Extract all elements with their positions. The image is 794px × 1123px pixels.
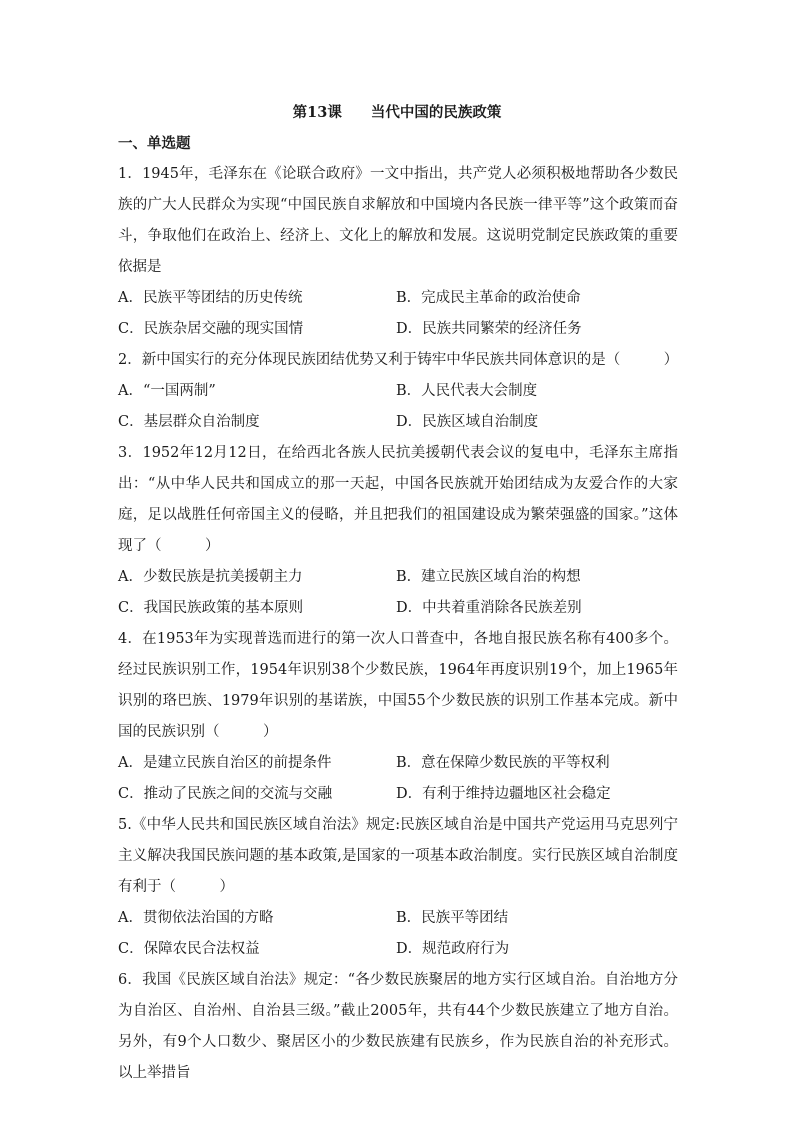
option-list [118, 562, 678, 624]
option-list [118, 748, 678, 810]
option-list [118, 376, 678, 438]
option-a: A．是建立民族自治区的前提条件 [118, 755, 332, 771]
question-stem: 1．1945年，毛泽东在《论联合政府》一文中指出，共产党人必须积极地帮助各少数民族的广大人民群众为实现“中国民族自求解放和中国境内各民族一律平等”这个政策而奋斗，争取他们在政治上、经济上、文化上的解放和发展。这说明党制定民族政策的重要依据是 [118, 166, 678, 275]
option-c: C．民族杂居交融的现实国情 [118, 321, 304, 337]
option-c: C．基层群众自治制度 [118, 414, 260, 430]
option-d: D．有利于维持边疆地区社会稳定 [396, 786, 611, 802]
option-a: A．“一国两制” [118, 383, 216, 399]
option-d: D．民族区域自治制度 [396, 414, 539, 430]
option-b: B．人民代表大会制度 [396, 383, 538, 399]
section-heading: 一、单选题 [118, 135, 191, 152]
question-4 [118, 624, 678, 810]
question-2 [118, 345, 678, 438]
question-6 [118, 965, 678, 1089]
option-a: A．贯彻依法治国的方略 [118, 910, 274, 926]
question-stem: 5.《中华人民共和国民族区域自治法》规定:民族区域自治是中国共产党运用马克思列宁主义解决我国民族问题的基本政策,是国家的一项基本政治制度。实行民族区域自治制度有利于（ ） [118, 817, 678, 895]
option-a: A．少数民族是抗美援朝主力 [118, 569, 303, 585]
option-c: C．推动了民族之间的交流与交融 [118, 786, 333, 802]
option-b: B．建立民族区域自治的构想 [396, 569, 581, 585]
question-3 [118, 438, 678, 624]
question-stem: 4．在1953年为实现普选而进行的第一次人口普查中，各地自报民族名称有400多个。经过民族识别工作，1954年识别38个少数民族，1964年再度识别19个，加上1965年识别的珞巴族、1979年识别的基诺族，中国55个少数民族的识别工作基本完成。新中国的民族识别（ ） [118, 631, 678, 740]
option-c: C．保障农民合法权益 [118, 941, 260, 957]
question-stem: 3．1952年12月12日，在给西北各族人民抗美援朝代表会议的复电中，毛泽东主席指出：“从中华人民共和国成立的那一天起，中国各民族就开始团结成为友爱合作的大家庭，足以战胜任何帝国主义的侵略，并且把我们的祖国建设成为繁荣强盛的国家。”这体现了（ ） [118, 445, 678, 554]
option-b: B．民族平等团结 [396, 910, 509, 926]
question-stem: 6．我国《民族区域自治法》规定：“各少数民族聚居的地方实行区域自治。自治地方分为自治区、自治州、自治县三级。”截止2005年，共有44个少数民族建立了地方自治。另外，有9个人口数少、聚居区小的少数民族建有民族乡，作为民族自治的补充形式。以上举措旨 [118, 972, 678, 1081]
option-list [118, 903, 678, 965]
question-1 [118, 159, 678, 345]
question-5 [118, 810, 678, 965]
option-b: B．完成民主革命的政治使命 [396, 290, 581, 306]
question-list [118, 159, 678, 1089]
option-d: D．民族共同繁荣的经济任务 [396, 321, 582, 337]
option-d: D．规范政府行为 [396, 941, 510, 957]
page-title: 第13课 当代中国的民族政策 [292, 104, 502, 121]
option-d: D．中共着重消除各民族差别 [396, 600, 582, 616]
option-b: B．意在保障少数民族的平等权利 [396, 755, 610, 771]
option-c: C．我国民族政策的基本原则 [118, 600, 304, 616]
option-a: A．民族平等团结的历史传统 [118, 290, 303, 306]
option-list [118, 283, 678, 345]
question-stem: 2．新中国实行的充分体现民族团结优势又利于铸牢中华民族共同体意识的是（ ） [118, 352, 679, 368]
